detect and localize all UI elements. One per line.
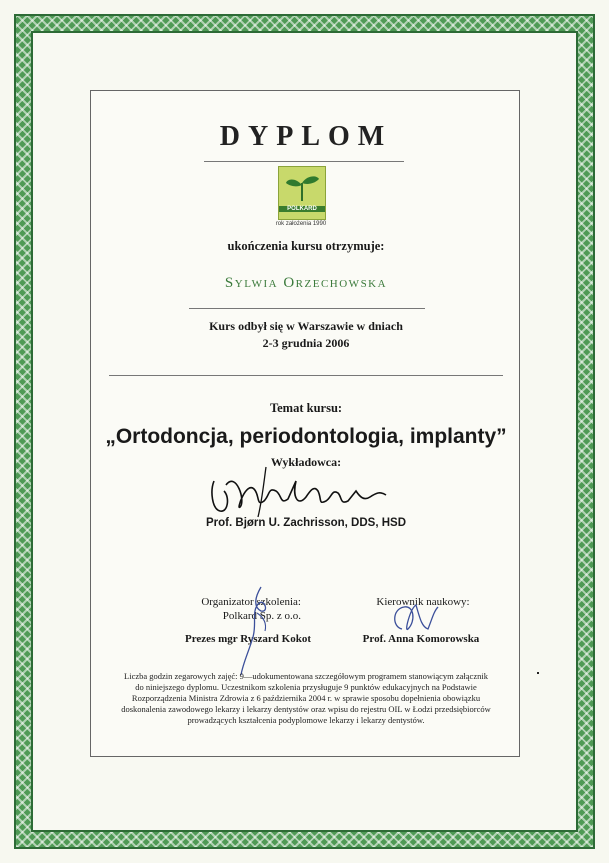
lecturer-name: Prof. Bjørn U. Zachrisson, DDS, HSD (206, 517, 406, 529)
footnote-text: Liczba godzin zegarowych zajęć: 9—udokumentowana szczegółowym programem stanowiącym załącznik do niniejszego dyplomu. Uczestnikom szkolenia przysługuje 9 punktów edukacyjnych na Podstawie Rozporządzenia Ministra Zdrowia z 6 października 2004 r. w sprawie sposobu dopełnienia obowiązku doskonalenia zawodowego lekarzy i lekarzy dentystów oraz wpisu do rejestru OIL w Łodzi przedsiębiorców prowadzących kształcenia podyplomowe lekarzy i lekarzy dentystów. (121, 671, 491, 725)
organizer-president: Prezes mgr Ryszard Kokot (185, 633, 311, 645)
title-underline (204, 161, 404, 162)
course-date: 2-3 grudnia 2006 (262, 336, 350, 350)
scientific-head-name: Prof. Anna Komorowska (362, 633, 480, 645)
recipient-underline (189, 308, 425, 309)
polkard-logo (278, 166, 326, 220)
organizer-company: Polkard Sp. z o.o. (222, 610, 301, 622)
scientific-head-label: Kierownik naukowy: (376, 596, 470, 608)
sprout-icon (279, 167, 325, 203)
scientific-head-signature (386, 599, 446, 639)
course-topic: „Ortodoncja, periodontologia, implanty” (105, 425, 507, 448)
recipient-name: Sylwia Orzechowska (224, 275, 388, 291)
section-divider (109, 375, 503, 376)
logo-caption: rok założenia 1990 (275, 221, 327, 227)
diploma-panel (90, 90, 520, 757)
organizer-label: Organizator szkolenia: (201, 596, 301, 608)
lecturer-signature (206, 461, 406, 521)
lecturer-label: Wykładowca: (270, 455, 342, 469)
diploma-title: DYPLOM (219, 121, 393, 152)
logo-brand-text: POLKARD (279, 206, 325, 212)
intro-text: ukończenia kursu otrzymuje: (227, 239, 385, 253)
paper-speck (537, 672, 539, 674)
organizer-signature (231, 583, 281, 678)
course-place: Kurs odbył się w Warszawie w dniach (209, 319, 403, 333)
topic-label: Temat kursu: (269, 401, 343, 415)
